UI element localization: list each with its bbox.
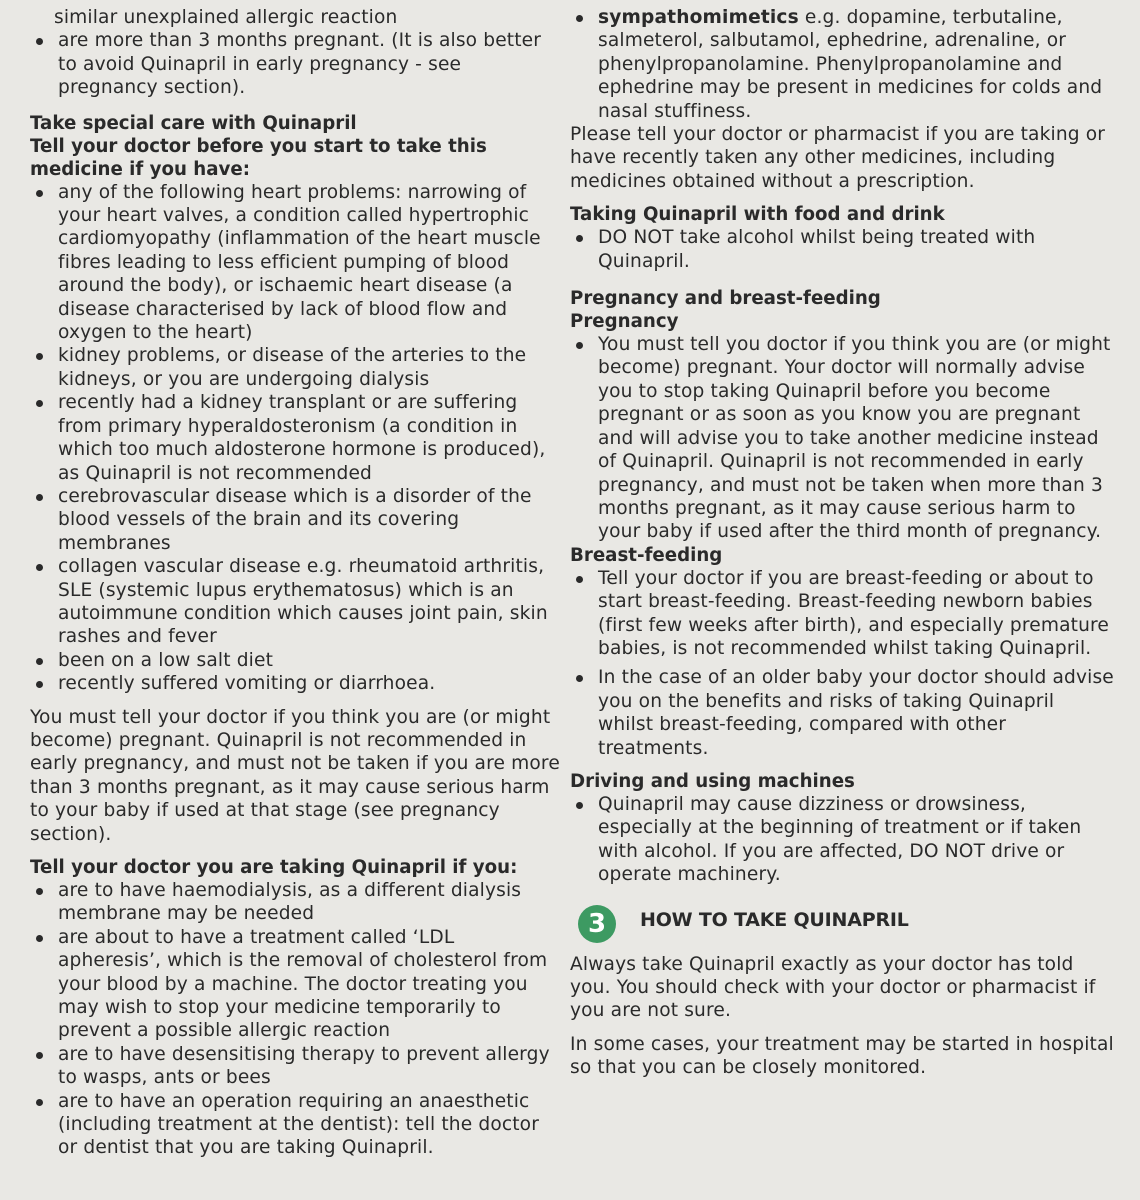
driving-list bbox=[570, 793, 1115, 887]
intro-continuation: similar unexplained allergic reaction bbox=[54, 7, 398, 28]
other-medicines-paragraph: Please tell your doctor or pharmacist if you are taking or have recently taken any other medicines, including medicines obtained without a prescription. bbox=[570, 124, 1106, 192]
taking-quinapril-heading: Tell your doctor you are taking Quinapril if you: bbox=[30, 857, 518, 878]
left-column bbox=[30, 6, 560, 1160]
list-item: Quinapril may cause dizziness or drowsiness, especially at the beginning of treatment or if taken with alcohol. If you are affected, DO NOT drive or operate machinery. bbox=[570, 793, 1115, 887]
pregnancy-list bbox=[570, 333, 1115, 544]
list-item: collagen vascular disease e.g. rheumatoid arthritis, SLE (systemic lupus erythematosus) which is an autoimmune condition which causes joint pain, skin rashes and fever bbox=[30, 555, 560, 649]
sympathomimetics-list bbox=[570, 6, 1115, 123]
list-item: are to have desensitising therapy to prevent allergy to wasps, ants or bees bbox=[30, 1043, 560, 1090]
pregnancy-breastfeeding-heading: Pregnancy and breast-feeding bbox=[570, 288, 881, 310]
breastfeeding-list bbox=[570, 567, 1115, 760]
list-item: any of the following heart problems: narrowing of your heart valves, a condition called hypertrophic cardiomyopathy (inflammation of the heart muscle fibres leading to less efficient pumping of blood around the body), or ischaemic heart disease (a disease characterised by lack of blood flow and oxygen to the heart) bbox=[30, 181, 560, 345]
food-drink-heading: Taking Quinapril with food and drink bbox=[570, 204, 945, 226]
section-3-header bbox=[570, 905, 1115, 943]
list-item: cerebrovascular disease which is a disorder of the blood vessels of the brain and its covering membranes bbox=[30, 485, 560, 555]
sympathomimetics-term: sympathomimetics bbox=[598, 7, 799, 28]
list-item: kidney problems, or disease of the arteries to the kidneys, or you are undergoing dialysis bbox=[30, 344, 560, 391]
list-item: are to have haemodialysis, as a different dialysis membrane may be needed bbox=[30, 879, 560, 926]
list-item: are about to have a treatment called ‘LDL apheresis’, which is the removal of cholesterol from your blood by a machine. The doctor treating you may wish to stop your medicine temporarily to prevent a possible allergic reaction bbox=[30, 926, 560, 1043]
food-drink-list bbox=[570, 226, 1115, 273]
list-item: been on a low salt diet bbox=[30, 649, 560, 672]
taking-quinapril-list bbox=[30, 879, 560, 1160]
special-care-heading: Take special care with Quinapril bbox=[30, 112, 357, 134]
always-take-paragraph: Always take Quinapril exactly as your doctor has told you. You should check with your doctor or pharmacist if you are not sure. bbox=[570, 953, 1096, 1022]
list-item: recently had a kidney transplant or are suffering from primary hyperaldosteronism (a condition in which too much aldosterone hormone is produced), as Quinapril is not recommended bbox=[30, 391, 560, 485]
list-item: are more than 3 months pregnant. (It is also better to avoid Quinapril in early pregnancy - see pregnancy section). bbox=[30, 29, 560, 99]
list-item: Tell your doctor if you are breast-feeding or about to start breast-feeding. Breast-feeding newborn babies (first few weeks after birth), and especially premature babies, is not recommended whilst taking Quinapril. bbox=[570, 567, 1115, 661]
sympathomimetics-text: e.g. dopamine, terbutaline, salmeterol, salbutamol, ephedrine, adrenaline, or phenylpropanolamine. Phenylpropanolamine and ephedrine may be present in medicines for colds and nasal stuffiness. bbox=[598, 7, 1103, 122]
pregnancy-subheading: Pregnancy bbox=[570, 311, 679, 333]
list-item: DO NOT take alcohol whilst being treated with Quinapril. bbox=[570, 226, 1115, 273]
intro-bullet-list bbox=[30, 29, 560, 99]
pregnancy-warning-paragraph: You must tell your doctor if you think you are (or might become) pregnant. Quinapril is not recommended in early pregnancy, and must not be taken if you are more than 3 months pregnant, as it may cause serious harm to your baby if used at that stage (see pregnancy section). bbox=[30, 706, 560, 845]
section-title: HOW TO TAKE QUINAPRIL bbox=[640, 908, 909, 931]
tell-before-list bbox=[30, 181, 560, 696]
list-item: recently suffered vomiting or diarrhoea. bbox=[30, 672, 560, 695]
breastfeeding-subheading: Breast-feeding bbox=[570, 544, 723, 566]
hospital-paragraph: In some cases, your treatment may be started in hospital so that you can be closely monitored. bbox=[570, 1033, 1114, 1079]
list-item: are to have an operation requiring an anaesthetic (including treatment at the dentist): tell the doctor or dentist that you are taking Quinapril. bbox=[30, 1090, 560, 1160]
section-number-badge: 3 bbox=[578, 905, 616, 943]
list-item: You must tell you doctor if you think you are (or might become) pregnant. Your doctor will normally advise you to stop taking Quinapril before you become pregnant or as soon as you know you are pregnant and will advise you to take another medicine instead of Quinapril. Quinapril is not recommended in early pregnancy, and must not be taken when more than 3 months pregnant, as it may cause serious harm to your baby if used after the third month of pregnancy. bbox=[570, 333, 1115, 544]
driving-heading: Driving and using machines bbox=[570, 770, 855, 792]
right-column bbox=[570, 6, 1115, 1080]
list-item bbox=[570, 6, 1115, 123]
list-item: In the case of an older baby your doctor should advise you on the benefits and risks of taking Quinapril whilst breast-feeding, compared with other treatments. bbox=[570, 666, 1115, 760]
tell-before-heading: Tell your doctor before you start to take this medicine if you have: bbox=[30, 135, 487, 180]
